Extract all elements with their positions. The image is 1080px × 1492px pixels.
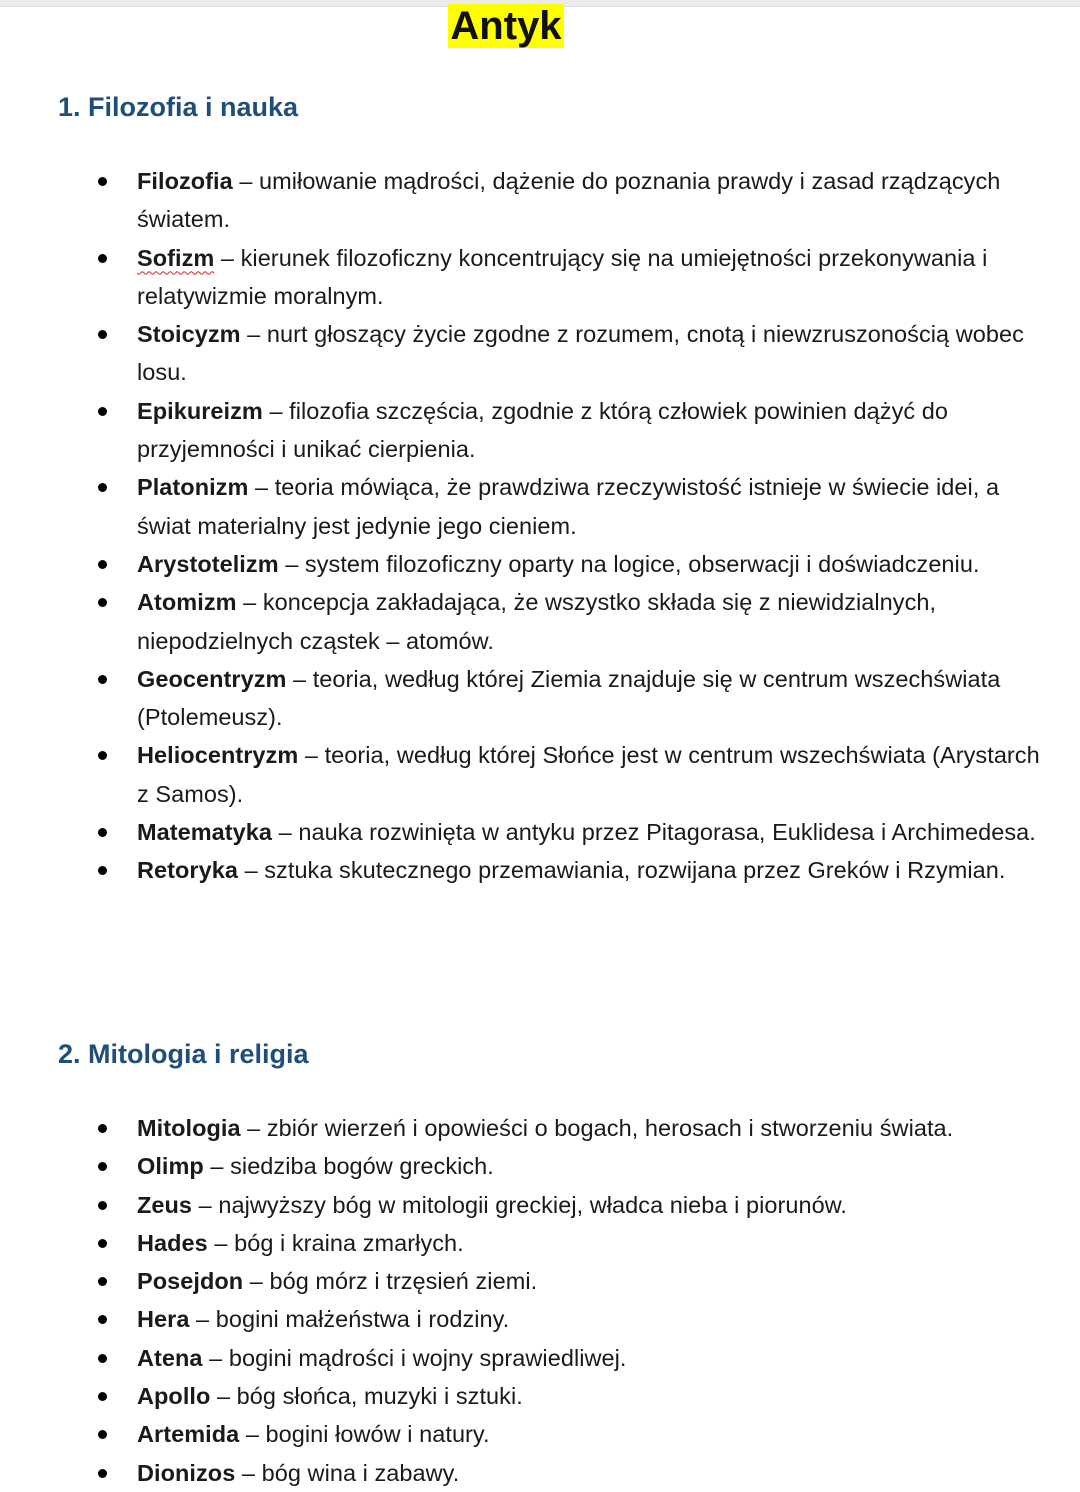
bullet-icon	[98, 1277, 107, 1286]
term: Epikureizm	[137, 397, 263, 424]
bullet-icon	[98, 1392, 107, 1401]
bullet-icon	[98, 1124, 107, 1133]
definition: – umiłowanie mądrości, dążenie do poznania prawdy i zasad rządzących światem.	[137, 168, 1001, 233]
bullet-icon	[98, 598, 107, 607]
term: Matematyka	[137, 819, 273, 846]
term: Platonizm	[137, 474, 249, 501]
list-item	[98, 1415, 1058, 1453]
bullet-icon	[98, 254, 107, 263]
term: Geocentryzm	[137, 665, 287, 692]
bullet-icon	[98, 828, 107, 837]
term: Dionizos	[137, 1459, 236, 1486]
definition: – najwyższy bóg w mitologii greckiej, władca nieba i piorunów.	[192, 1191, 848, 1218]
bullet-icon	[98, 1469, 107, 1478]
list-item	[98, 1109, 1058, 1147]
definition: – filozofia szczęścia, zgodnie z którą człowiek powinien dążyć do przyjemności i unikać cierpienia.	[137, 397, 949, 463]
definition: – bogini mądrości i wojny sprawiedliwej.	[202, 1344, 627, 1371]
document-title-text: Antyk	[450, 4, 562, 48]
bullet-icon	[98, 1354, 107, 1363]
term: Heliocentryzm	[137, 742, 299, 769]
list-item	[98, 851, 1058, 889]
definition: – kierunek filozoficzny koncentrujący się na umiejętności przekonywania i relatywizmie moralnym.	[137, 244, 988, 309]
term: Olimp	[137, 1153, 204, 1180]
list-item	[98, 583, 1058, 660]
mythology-list	[98, 1109, 1058, 1492]
definition: – koncepcja zakładająca, że wszystko składa się z niewidzialnych, niepodzielnych cząstek – atomów.	[137, 589, 937, 654]
term: Stoicyzm	[137, 321, 241, 348]
bullet-icon	[98, 407, 107, 416]
term: Apollo	[137, 1383, 211, 1410]
definition: – bóg i kraina zmarłych.	[207, 1229, 464, 1256]
list-item	[98, 1262, 1058, 1300]
definition: – zbiór wierzeń i opowieści o bogach, herosach i stworzeniu świata.	[240, 1115, 954, 1141]
definition: – sztuka skutecznego przemawiania, rozwijana przez Greków i Rzymian.	[237, 857, 1006, 884]
list-item	[98, 1377, 1058, 1415]
definition: – bóg słońca, muzyki i sztuki.	[210, 1383, 523, 1410]
definition: – teoria, według której Ziemia znajduje się w centrum wszechświata (Ptolemeusz).	[137, 665, 1001, 731]
document-title	[0, 2, 1012, 50]
term: Atomizm	[137, 589, 237, 616]
list-item	[98, 315, 1058, 392]
definition: – bóg wina i zabawy.	[235, 1459, 460, 1486]
term: Retoryka	[137, 857, 238, 884]
bullet-icon	[98, 483, 107, 492]
definition: – nurt głoszący życie zgodne z rozumem, cnotą i niewzruszonością wobec losu.	[137, 321, 1024, 386]
list-item	[98, 1224, 1058, 1262]
bullet-icon	[98, 1315, 107, 1324]
definition: – siedziba bogów greckich.	[203, 1153, 494, 1180]
definition: – bogini łowów i natury.	[239, 1421, 490, 1448]
term: Filozofia	[137, 168, 233, 194]
definition: – nauka rozwinięta w antyku przez Pitagorasa, Euklidesa i Archimedesa.	[272, 819, 1036, 846]
bullet-icon	[98, 1430, 107, 1439]
term: Hera	[137, 1306, 190, 1333]
section-heading-mythology: 2. Mitologia i religia	[58, 1039, 309, 1069]
bullet-icon	[98, 560, 107, 569]
list-item	[98, 1339, 1058, 1377]
section-heading-philosophy: 1. Filozofia i nauka	[58, 92, 299, 122]
term: Artemida	[137, 1421, 240, 1448]
bullet-icon	[98, 751, 107, 760]
bullet-icon	[98, 1239, 107, 1248]
list-item	[98, 1300, 1058, 1338]
list-item	[98, 162, 1058, 239]
definition: – teoria mówiąca, że prawdziwa rzeczywistość istnieje w świecie idei, a świat materialny jest jedynie jego cieniem.	[137, 474, 1000, 539]
bullet-icon	[98, 675, 107, 684]
list-item	[98, 813, 1058, 851]
term: Posejdon	[137, 1268, 244, 1295]
definition: – teoria, według której Słońce jest w centrum wszechświata (Arystarch z Samos).	[137, 742, 1040, 807]
term: Zeus	[137, 1191, 193, 1218]
term-spellcheck-flagged: Sofizm	[137, 244, 215, 271]
bullet-icon	[98, 866, 107, 875]
list-item	[98, 545, 1058, 583]
bullet-icon	[98, 1201, 107, 1210]
term: Hades	[137, 1229, 208, 1256]
term: Arystotelizm	[137, 550, 279, 577]
list-item	[98, 239, 1058, 316]
list-item	[98, 392, 1058, 469]
term: Atena	[137, 1344, 203, 1371]
definition: – bóg mórz i trzęsień ziemi.	[243, 1268, 538, 1295]
definition: – system filozoficzny oparty na logice, obserwacji i doświadczeniu.	[278, 550, 980, 577]
list-item	[98, 1454, 1058, 1492]
list-item	[98, 1186, 1058, 1224]
bullet-icon	[98, 330, 107, 339]
list-item	[98, 660, 1058, 737]
bullet-icon	[98, 177, 107, 186]
list-item	[98, 736, 1058, 813]
bullet-icon	[98, 1162, 107, 1171]
term: Mitologia	[137, 1115, 241, 1141]
philosophy-list	[98, 162, 1058, 890]
list-item	[98, 468, 1058, 545]
definition: – bogini małżeństwa i rodziny.	[189, 1306, 510, 1333]
list-item	[98, 1147, 1058, 1185]
